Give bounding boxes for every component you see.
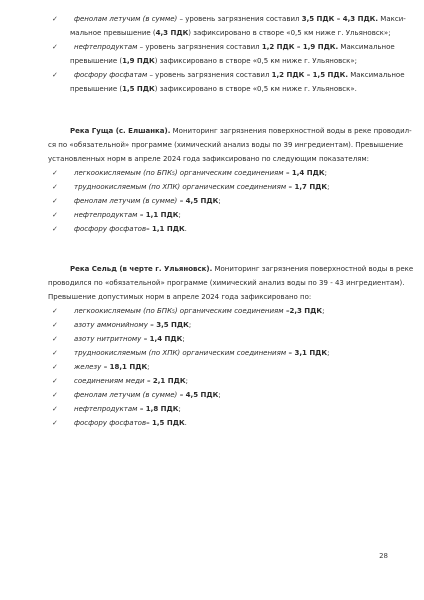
- list-item: ✓ фенолам летучим (в сумме) – 4,5 ПДК;: [48, 194, 388, 208]
- list-item: ✓ фосфору фосфатов– 1,5 ПДК.: [48, 416, 388, 430]
- checkmark-icon: ✓: [52, 377, 58, 385]
- list-item: ✓ трудноокисляемым (по ХПК) органическим соединениям – 1,7 ПДК;: [48, 180, 388, 194]
- checkmark-icon: ✓: [52, 211, 58, 219]
- checkmark-icon: ✓: [52, 15, 58, 23]
- list-item: ✓ фенолам летучим (в сумме) – 4,5 ПДК;: [48, 388, 388, 402]
- list-item: ✓ железу – 18,1 ПДК;: [48, 360, 388, 374]
- list-item: ✓ нефтепродуктам – 1,1 ПДК;: [48, 208, 388, 222]
- checkmark-icon: ✓: [52, 43, 58, 51]
- checkmark-icon: ✓: [52, 169, 58, 177]
- checkmark-icon: ✓: [52, 419, 58, 427]
- checkmark-icon: ✓: [52, 405, 58, 413]
- checkmark-icon: ✓: [52, 391, 58, 399]
- checkmark-icon: ✓: [52, 335, 58, 343]
- list-item-continuation: превышение (1,9 ПДК) зафиксировано в створе «0,5 км ниже г. Ульяновск»;: [70, 57, 358, 65]
- list-item: ✓ азоту нитритному – 1,4 ПДК;: [48, 332, 388, 346]
- list-item: ✓ азоту аммонийному – 3,5 ПДК;: [48, 318, 388, 332]
- seld-section: [48, 262, 414, 430]
- paragraph-line: Превышение допустимых норм в апреле 2024 года зафиксировано по:: [48, 293, 312, 301]
- checkmark-icon: ✓: [52, 363, 58, 371]
- list-item-continuation: мальное превышение (4,3 ПДК) зафиксировано в створе «0,5 км ниже г. Ульяновск»;: [70, 29, 391, 37]
- section-heading: Река Сельд (в черте г. Ульяновск).: [70, 265, 213, 273]
- checkmark-icon: ✓: [52, 225, 58, 233]
- paragraph-line: Река Гуща (с. Елшанка). Мониторинг загрязнения поверхностной воды в реке проводил-: [70, 127, 412, 135]
- checkmark-icon: ✓: [52, 183, 58, 191]
- paragraph-line: проводился по «обязательной» программе (химический анализ воды по 39 - 43 ингредиентам).: [48, 279, 405, 287]
- list-item: ✓ легкоокисляемым (по БПК₅) органическим соединениям – 1,4 ПДК;: [48, 166, 388, 180]
- checkmark-icon: ✓: [52, 321, 58, 329]
- list-item: ✓ соединениям меди – 2,1 ПДК;: [48, 374, 388, 388]
- checkmark-icon: ✓: [52, 349, 58, 357]
- list-item: ✓ трудноокисляемым (по ХПК) органическим соединениям – 3,1 ПДК;: [48, 346, 388, 360]
- list-item: ✓ фосфору фосфатов– 1,1 ПДК.: [48, 222, 388, 236]
- top-list: [48, 12, 406, 96]
- checkmark-icon: ✓: [52, 307, 58, 315]
- section-heading: Река Гуща (с. Елшанка).: [70, 127, 171, 135]
- paragraph-line: установленных норм в апреле 2024 года зафиксировано по следующим показателям:: [48, 155, 370, 163]
- list-item-continuation: превышение (1,5 ПДК) зафиксировано в створе «0,5 км ниже г. Ульяновск».: [70, 85, 357, 93]
- paragraph-line: ся по «обязательной» программе (химический анализ воды по 39 ингредиентам). Превышение: [48, 141, 404, 149]
- list-item: ✓ легкоокисляемым (по БПК₅) органическим соединениям –2,3 ПДК;: [48, 304, 388, 318]
- paragraph-line: Река Сельд (в черте г. Ульяновск). Мониторинг загрязнения поверхностной воды в реке: [70, 265, 414, 273]
- list-item: ✓ нефтепродуктам – уровень загрязнения составил 1,2 ПДК – 1,9 ПДК. Максимальное: [48, 40, 388, 54]
- list-item: ✓ фенолам летучим (в сумме) – уровень загрязнения составил 3,5 ПДК – 4,3 ПДК. Макси-: [48, 12, 388, 26]
- checkmark-icon: ✓: [52, 197, 58, 205]
- gusha-section: [48, 124, 412, 236]
- list-item: ✓ нефтепродуктам – 1,8 ПДК;: [48, 402, 388, 416]
- list-item: ✓ фосфору фосфатам – уровень загрязнения составил 1,2 ПДК – 1,5 ПДК. Максимальное: [48, 68, 388, 82]
- checkmark-icon: ✓: [52, 71, 58, 79]
- page-number: 28: [379, 552, 388, 560]
